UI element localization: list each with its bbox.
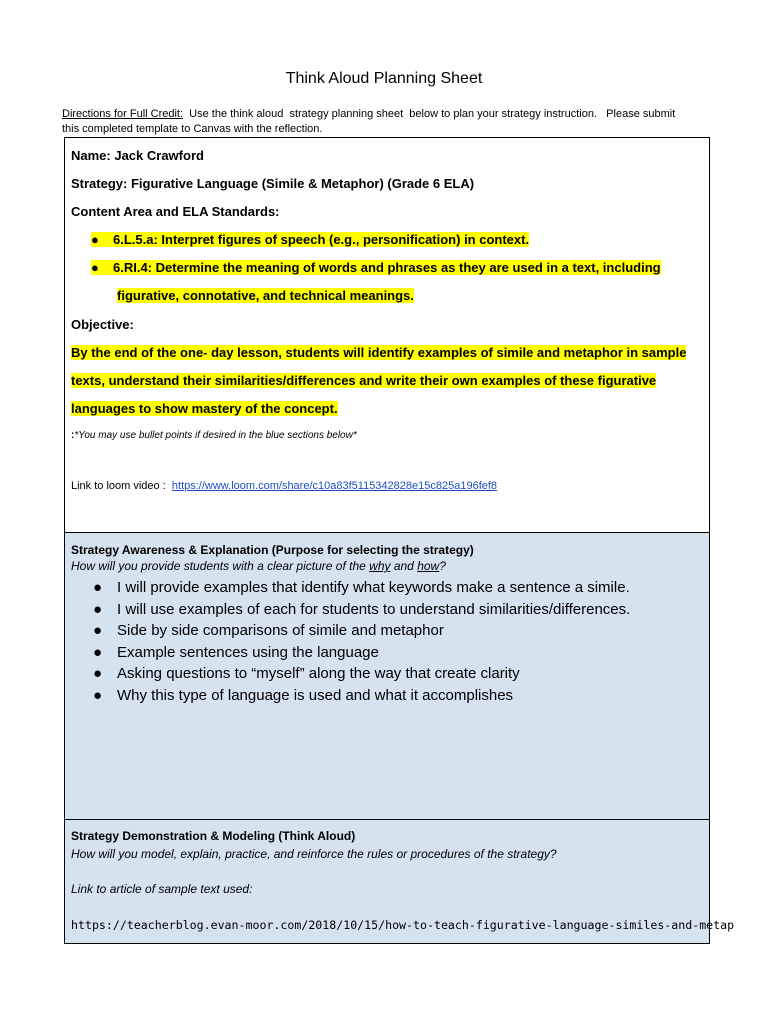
loom-link-row (71, 480, 497, 492)
bullet-note: :*You may use bullet points if desired in the blue sections below* (71, 430, 357, 441)
bullet-icon: ● (91, 260, 99, 275)
standard-text-2: 6.RI.4: Determine the meaning of words and phrases as they are used in a text, including (113, 260, 661, 275)
objective-line-2: texts, understand their similarities/differences and write their own examples of these figurative (71, 373, 657, 388)
list-item: ● Example sentences using the language (93, 642, 630, 664)
page-title: Think Aloud Planning Sheet (285, 70, 483, 87)
bullet-icon: ● (93, 665, 103, 682)
strategy-line: Strategy: Figurative Language (Simile & Metaphor) (Grade 6 ELA) (71, 176, 475, 191)
standard-item-1 (91, 232, 529, 247)
bullet-icon: ● (91, 232, 99, 247)
content-area-label: Content Area and ELA Standards: (71, 204, 280, 219)
loom-link[interactable]: https://www.loom.com/share/c10a83f5115342828e15c825a196fef8 (171, 480, 498, 492)
awareness-question: How will you provide students with a clear picture of the why and how? (71, 559, 446, 573)
objective-line-3: languages to show mastery of the concept. (71, 401, 338, 416)
list-item: ● Side by side comparisons of simile and metaphor (93, 620, 630, 642)
list-item: ● I will use examples of each for students to understand similarities/differences. (93, 599, 630, 621)
awareness-section (65, 533, 709, 820)
student-name: Name: Jack Crawford (71, 148, 204, 163)
bullet-icon: ● (93, 579, 103, 596)
demonstration-question: How will you model, explain, practice, and reinforce the rules or procedures of the strategy? (71, 847, 557, 861)
info-section (65, 138, 709, 533)
bullet-icon: ● (93, 600, 103, 618)
standard-item-2 (91, 260, 661, 275)
demonstration-heading: Strategy Demonstration & Modeling (Think Aloud) (71, 829, 356, 843)
directions (62, 107, 712, 137)
awareness-list (93, 577, 630, 706)
standard-item-2-cont (117, 288, 414, 303)
loom-label: Link to loom video : (71, 480, 169, 492)
planning-table (64, 137, 735, 944)
list-item: ● Why this type of language is used and what it accomplishes (93, 685, 630, 707)
directions-text-2: this completed template to Canvas with the reflection. (62, 123, 323, 135)
bullet-icon: ● (93, 643, 103, 661)
bullet-icon: ● (93, 686, 103, 704)
bullet-icon: ● (93, 622, 103, 639)
awareness-heading: Strategy Awareness & Explanation (Purpose for selecting the strategy) (71, 543, 474, 557)
directions-text-1: Use the think aloud strategy planning sheet below to plan your strategy instruction. Please submit (183, 108, 676, 120)
demonstration-section (65, 820, 735, 943)
list-item: ● I will provide examples that identify what keywords make a sentence a simile. (93, 577, 630, 599)
list-item: ● Asking questions to “myself” along the way that create clarity (93, 663, 630, 685)
article-link[interactable]: https://teacherblog.evan-moor.com/2018/10/15/how-to-teach-figurative-language-similes-and-metap (71, 918, 735, 932)
standard-text-2-cont: figurative, connotative, and technical meanings. (117, 288, 414, 303)
objective-line-1: By the end of the one- day lesson, students will identify examples of simile and metaphor in sample (71, 345, 687, 360)
objective-label: Objective: (71, 317, 134, 332)
standard-text-1: 6.L.5.a: Interpret figures of speech (e.g., personification) in context. (113, 232, 530, 247)
directions-label: Directions for Full Credit: (62, 108, 184, 120)
article-label: Link to article of sample text used: (71, 882, 253, 896)
